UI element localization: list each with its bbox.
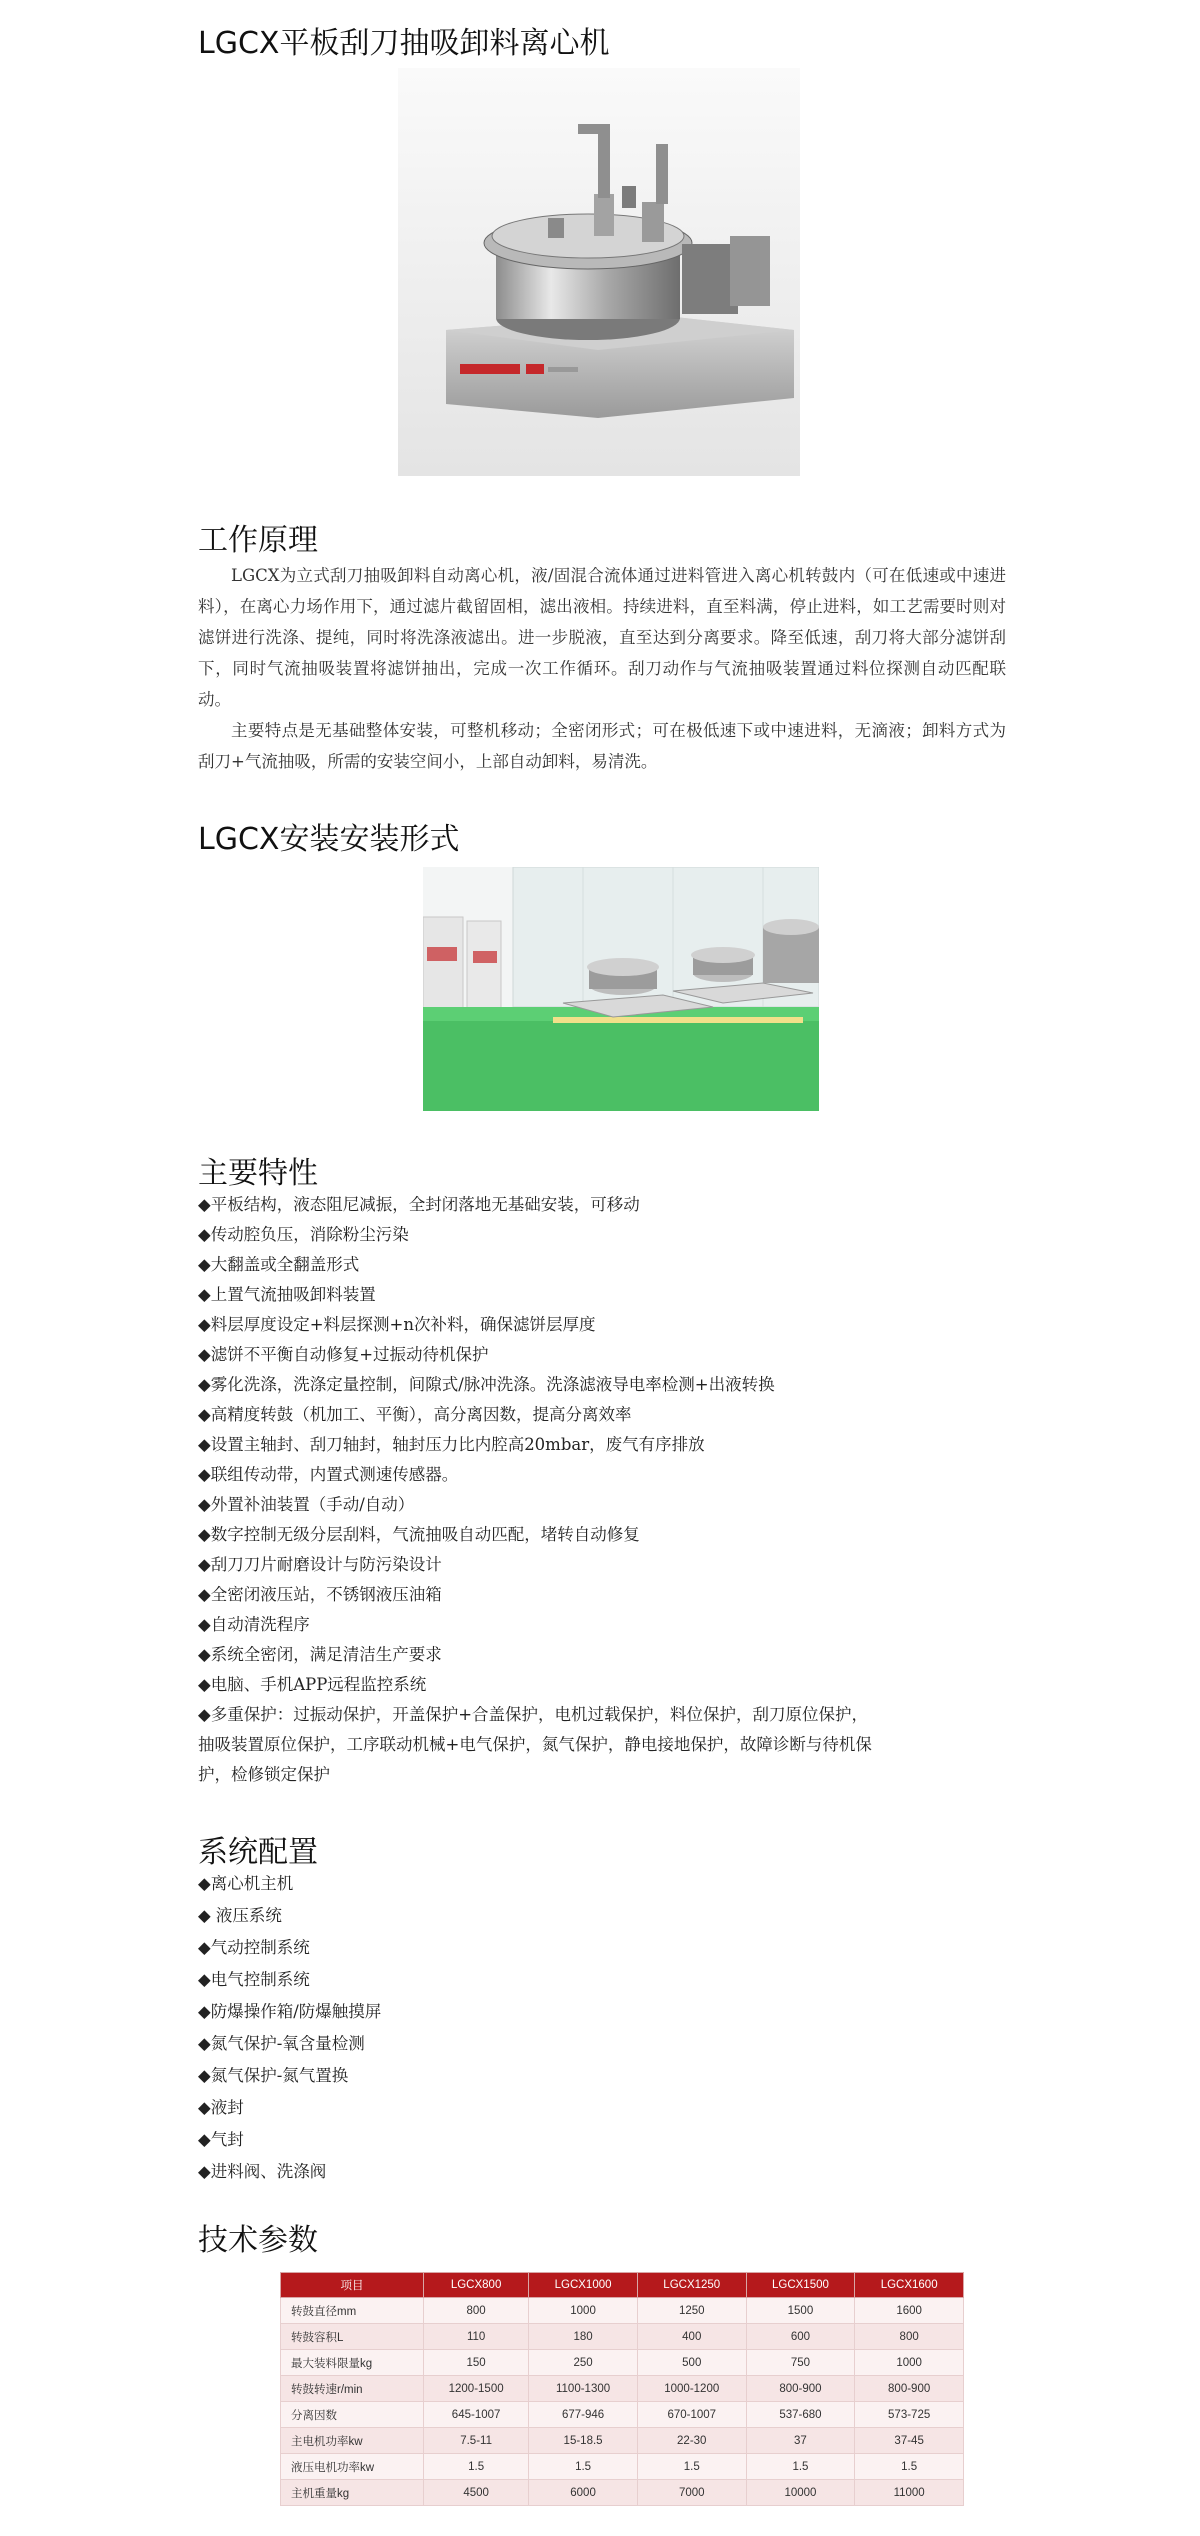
table-cell: 180 — [529, 2324, 638, 2350]
list-item: ◆全密闭液压站，不锈钢液压油箱 — [198, 1585, 442, 1604]
list-item: ◆气封 — [198, 2130, 244, 2149]
principle-text — [198, 560, 1006, 777]
table-cell: 670-1007 — [637, 2402, 746, 2428]
table-cell: 液压电机功率kw — [281, 2454, 424, 2480]
table-cell: 1250 — [637, 2298, 746, 2324]
section-title-config: 系统配置 — [198, 1835, 318, 1870]
table-header-cell: LGCX1500 — [746, 2273, 855, 2298]
table-cell: 573-725 — [855, 2402, 964, 2428]
table-cell: 800-900 — [746, 2376, 855, 2402]
table-row — [281, 2350, 964, 2376]
principle-paragraph: 主要特点是无基础整体安装，可整机移动；全密闭形式；可在极低速下或中速进料，无滴液；卸料方式为刮刀+气流抽吸，所需的安装空间小，上部自动卸料，易清洗。 — [198, 721, 1006, 771]
table-cell: 537-680 — [746, 2402, 855, 2428]
page-title: LGCX平板刮刀抽吸卸料离心机 — [198, 26, 610, 61]
table-cell: 6000 — [529, 2480, 638, 2506]
table-cell: 500 — [637, 2350, 746, 2376]
list-item: ◆自动清洗程序 — [198, 1615, 310, 1634]
list-item: ◆电气控制系统 — [198, 1970, 310, 1989]
table-cell: 800 — [424, 2298, 529, 2324]
list-item: ◆上置气流抽吸卸料装置 — [198, 1285, 376, 1304]
list-item: ◆传动腔负压，消除粉尘污染 — [198, 1225, 409, 1244]
table-cell: 750 — [746, 2350, 855, 2376]
table-row — [281, 2376, 964, 2402]
list-item: ◆氮气保护-氮气置换 — [198, 2066, 349, 2085]
table-row — [281, 2480, 964, 2506]
table-cell: 最大装料限量kg — [281, 2350, 424, 2376]
table-cell: 1200-1500 — [424, 2376, 529, 2402]
table-header-cell: LGCX1600 — [855, 2273, 964, 2298]
list-item: ◆刮刀刀片耐磨设计与防污染设计 — [198, 1555, 442, 1574]
list-item: ◆数字控制无级分层刮料，气流抽吸自动匹配，堵转自动修复 — [198, 1525, 640, 1544]
spec-table — [280, 2272, 964, 2506]
principle-paragraph: LGCX为立式刮刀抽吸卸料自动离心机，液/固混合流体通过进料管进入离心机转鼓内（可在低速或中速进料），在离心力场作用下，通过滤片截留固相，滤出液相。持续进料，直至料满，停止进料，如工艺需要时则对滤饼进行洗涤、提纯，同时将洗涤液滤出。进一步脱液，直至达到分离要求。降至低速，刮刀将大部分滤饼刮下，同时气流抽吸装置将滤饼抽出，完成一次工作循环。刮刀动作与气流抽吸装置通过料位探测自动匹配联动。 — [198, 566, 1006, 709]
table-cell: 800-900 — [855, 2376, 964, 2402]
table-cell: 800 — [855, 2324, 964, 2350]
table-cell: 1.5 — [424, 2454, 529, 2480]
list-item: ◆进料阀、洗涤阀 — [198, 2162, 327, 2181]
table-cell: 转鼓直径mm — [281, 2298, 424, 2324]
table-row — [281, 2428, 964, 2454]
list-item: ◆联组传动带，内置式测速传感器。 — [198, 1465, 459, 1484]
list-item: ◆平板结构，液态阻尼减振，全封闭落地无基础安装，可移动 — [198, 1195, 640, 1214]
table-cell: 1.5 — [637, 2454, 746, 2480]
table-cell: 转鼓容积L — [281, 2324, 424, 2350]
table-row — [281, 2324, 964, 2350]
table-cell: 7000 — [637, 2480, 746, 2506]
table-row — [281, 2402, 964, 2428]
section-title-features: 主要特性 — [198, 1156, 318, 1191]
table-cell: 400 — [637, 2324, 746, 2350]
table-cell: 1600 — [855, 2298, 964, 2324]
config-list — [198, 1868, 898, 2188]
table-cell: 转鼓转速r/min — [281, 2376, 424, 2402]
list-item: ◆气动控制系统 — [198, 1938, 310, 1957]
table-cell: 600 — [746, 2324, 855, 2350]
table-header-cell: 项目 — [281, 2273, 424, 2298]
table-header-cell: LGCX1000 — [529, 2273, 638, 2298]
product-image — [398, 68, 800, 476]
table-cell: 677-946 — [529, 2402, 638, 2428]
list-item: ◆料层厚度设定+料层探测+n次补料，确保滤饼层厚度 — [198, 1315, 596, 1334]
list-item: ◆ 液压系统 — [198, 1906, 282, 1925]
table-cell: 主机重量kg — [281, 2480, 424, 2506]
list-item: ◆多重保护：过振动保护，开盖保护+合盖保护，电机过载保护，料位保护，刮刀原位保护，抽吸装置原位保护，工序联动机械+电气保护，氮气保护，静电接地保护，故障诊断与待机保护，检修锁定保护 — [198, 1705, 872, 1784]
table-cell: 10000 — [746, 2480, 855, 2506]
list-item: ◆离心机主机 — [198, 1874, 294, 1893]
table-cell: 主电机功率kw — [281, 2428, 424, 2454]
list-item: ◆雾化洗涤，洗涤定量控制，间隙式/脉冲洗涤。洗涤滤液导电率检测+出液转换 — [198, 1375, 775, 1394]
table-cell: 11000 — [855, 2480, 964, 2506]
section-title-principle: 工作原理 — [198, 523, 318, 558]
list-item: ◆大翻盖或全翻盖形式 — [198, 1255, 360, 1274]
table-cell: 分离因数 — [281, 2402, 424, 2428]
table-cell: 150 — [424, 2350, 529, 2376]
table-cell: 1500 — [746, 2298, 855, 2324]
table-cell: 1.5 — [529, 2454, 638, 2480]
table-header-cell: LGCX800 — [424, 2273, 529, 2298]
table-cell: 645-1007 — [424, 2402, 529, 2428]
list-item: ◆高精度转鼓（机加工、平衡），高分离因数，提高分离效率 — [198, 1405, 632, 1424]
table-row — [281, 2298, 964, 2324]
table-cell: 22-30 — [637, 2428, 746, 2454]
table-cell: 110 — [424, 2324, 529, 2350]
table-cell: 1.5 — [746, 2454, 855, 2480]
feature-list — [198, 1190, 898, 1790]
table-cell: 15-18.5 — [529, 2428, 638, 2454]
list-item: ◆氮气保护-氧含量检测 — [198, 2034, 365, 2053]
table-cell: 1000 — [529, 2298, 638, 2324]
section-title-install: LGCX安装安装形式 — [198, 822, 460, 857]
table-cell: 1000 — [855, 2350, 964, 2376]
list-item: ◆设置主轴封、刮刀轴封，轴封压力比内腔高20mbar，废气有序排放 — [198, 1435, 705, 1454]
table-cell: 1100-1300 — [529, 2376, 638, 2402]
table-cell: 1.5 — [855, 2454, 964, 2480]
table-cell: 1000-1200 — [637, 2376, 746, 2402]
table-cell: 37 — [746, 2428, 855, 2454]
table-row — [281, 2454, 964, 2480]
installation-image — [423, 867, 819, 1111]
list-item: ◆外置补油装置（手动/自动） — [198, 1495, 415, 1514]
table-cell: 250 — [529, 2350, 638, 2376]
list-item: ◆防爆操作箱/防爆触摸屏 — [198, 2002, 382, 2021]
table-header-row — [281, 2273, 964, 2298]
table-header-cell: LGCX1250 — [637, 2273, 746, 2298]
section-title-specs: 技术参数 — [198, 2223, 318, 2258]
list-item: ◆系统全密闭，满足清洁生产要求 — [198, 1645, 442, 1664]
table-cell: 7.5-11 — [424, 2428, 529, 2454]
table-cell: 37-45 — [855, 2428, 964, 2454]
list-item: ◆滤饼不平衡自动修复+过振动待机保护 — [198, 1345, 489, 1364]
list-item: ◆电脑、手机APP远程监控系统 — [198, 1675, 427, 1694]
list-item: ◆液封 — [198, 2098, 244, 2117]
table-cell: 4500 — [424, 2480, 529, 2506]
